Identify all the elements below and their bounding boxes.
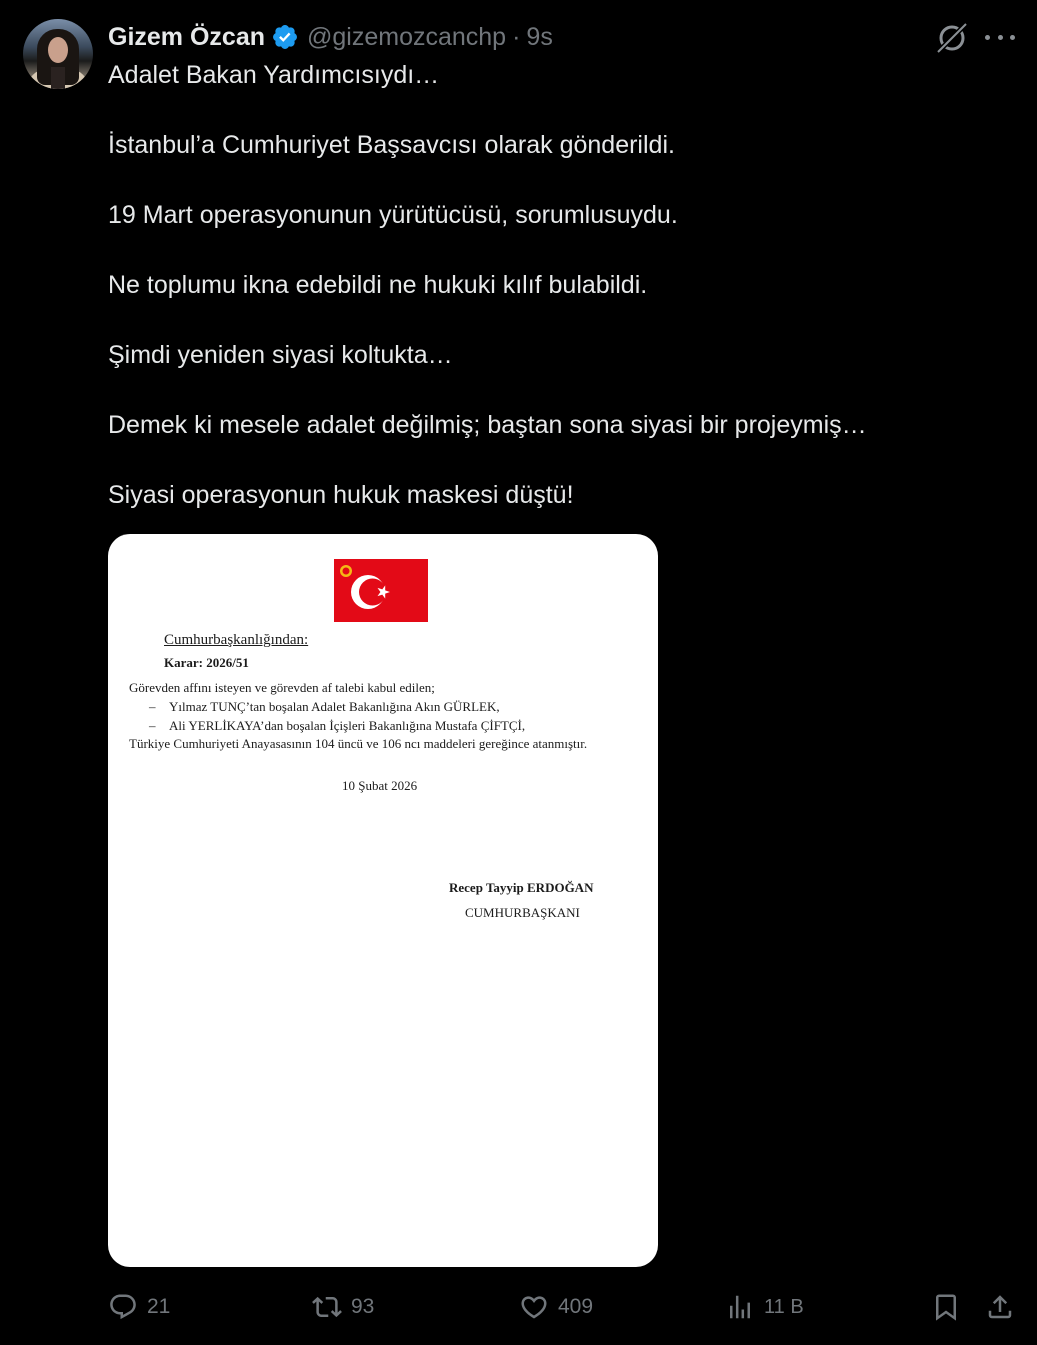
views-icon	[725, 1292, 755, 1322]
tweet-paragraph: Siyasi operasyonun hukuk maskesi düştü!	[108, 481, 574, 509]
more-options-icon[interactable]	[985, 24, 1015, 50]
tweet-paragraph: 19 Mart operasyonunun yürütücüsü, sorumlusuydu.	[108, 201, 678, 229]
tweet-paragraph: Şimdi yeniden siyasi koltukta…	[108, 341, 453, 369]
document-signatory-title: CUMHURBAŞKANI	[465, 905, 580, 920]
timestamp[interactable]: 9s	[526, 22, 553, 51]
author-name[interactable]: Gizem Özcan	[108, 22, 265, 51]
tweet-paragraph: Demek ki mesele adalet değilmiş; baştan sona siyasi bir projeymiş…	[108, 411, 867, 439]
views-button[interactable]	[725, 1288, 804, 1326]
like-count: 409	[558, 1295, 594, 1318]
media-image[interactable]	[108, 534, 658, 1267]
document-item: – Yılmaz TUNÇ’tan boşalan Adalet Bakanlığına Akın GÜRLEK,	[149, 699, 500, 714]
bookmark-icon	[931, 1292, 961, 1322]
share-button[interactable]	[985, 1288, 1015, 1326]
document-closing: Türkiye Cumhuriyeti Anayasasının 104 üncü ve 106 ncı maddeleri gereğince atanmıştır.	[129, 736, 588, 751]
tweet-text	[108, 58, 1008, 512]
document-signatory: Recep Tayyip ERDOĞAN	[449, 880, 594, 895]
author-handle[interactable]: @gizemozcanchp	[307, 22, 507, 51]
repost-count: 93	[351, 1295, 375, 1318]
like-button[interactable]	[519, 1288, 593, 1326]
reply-icon	[108, 1292, 138, 1322]
bookmark-button[interactable]	[931, 1288, 961, 1326]
tweet-paragraph: Ne toplumu ikna edebildi ne hukuki kılıf bulabildi.	[108, 271, 648, 299]
document-heading: Cumhurbaşkanlığından:	[164, 632, 309, 648]
reply-count: 21	[147, 1295, 171, 1318]
reply-button[interactable]	[108, 1288, 170, 1326]
document-item: – Ali YERLİKAYA’dan boşalan İçişleri Bakanlığına Mustafa ÇİFTÇİ,	[149, 718, 526, 733]
verified-badge-icon	[271, 23, 299, 51]
like-icon	[519, 1292, 549, 1322]
bullet-dash: –	[149, 699, 156, 714]
tweet-paragraph: İstanbul’a Cumhuriyet Başsavcısı olarak gönderildi.	[108, 131, 675, 159]
tweet-paragraph: Adalet Bakan Yardımcısıydı…	[108, 61, 440, 89]
repost-icon	[312, 1292, 342, 1322]
share-icon	[985, 1292, 1015, 1322]
document-date: 10 Şubat 2026	[342, 778, 418, 793]
document-intro: Görevden affını isteyen ve görevden af talebi kabul edilen;	[129, 680, 435, 695]
separator-dot: ·	[512, 22, 521, 51]
tweet-actions	[0, 1288, 1037, 1328]
document-decision-number: Karar: 2026/51	[164, 655, 249, 670]
tweet-header	[108, 20, 553, 54]
grok-icon[interactable]	[934, 20, 970, 56]
avatar[interactable]	[23, 19, 93, 89]
bullet-dash: –	[149, 718, 156, 733]
views-count: 11 B	[764, 1295, 804, 1318]
repost-button[interactable]	[312, 1288, 374, 1326]
turkish-flag-icon	[334, 559, 428, 622]
